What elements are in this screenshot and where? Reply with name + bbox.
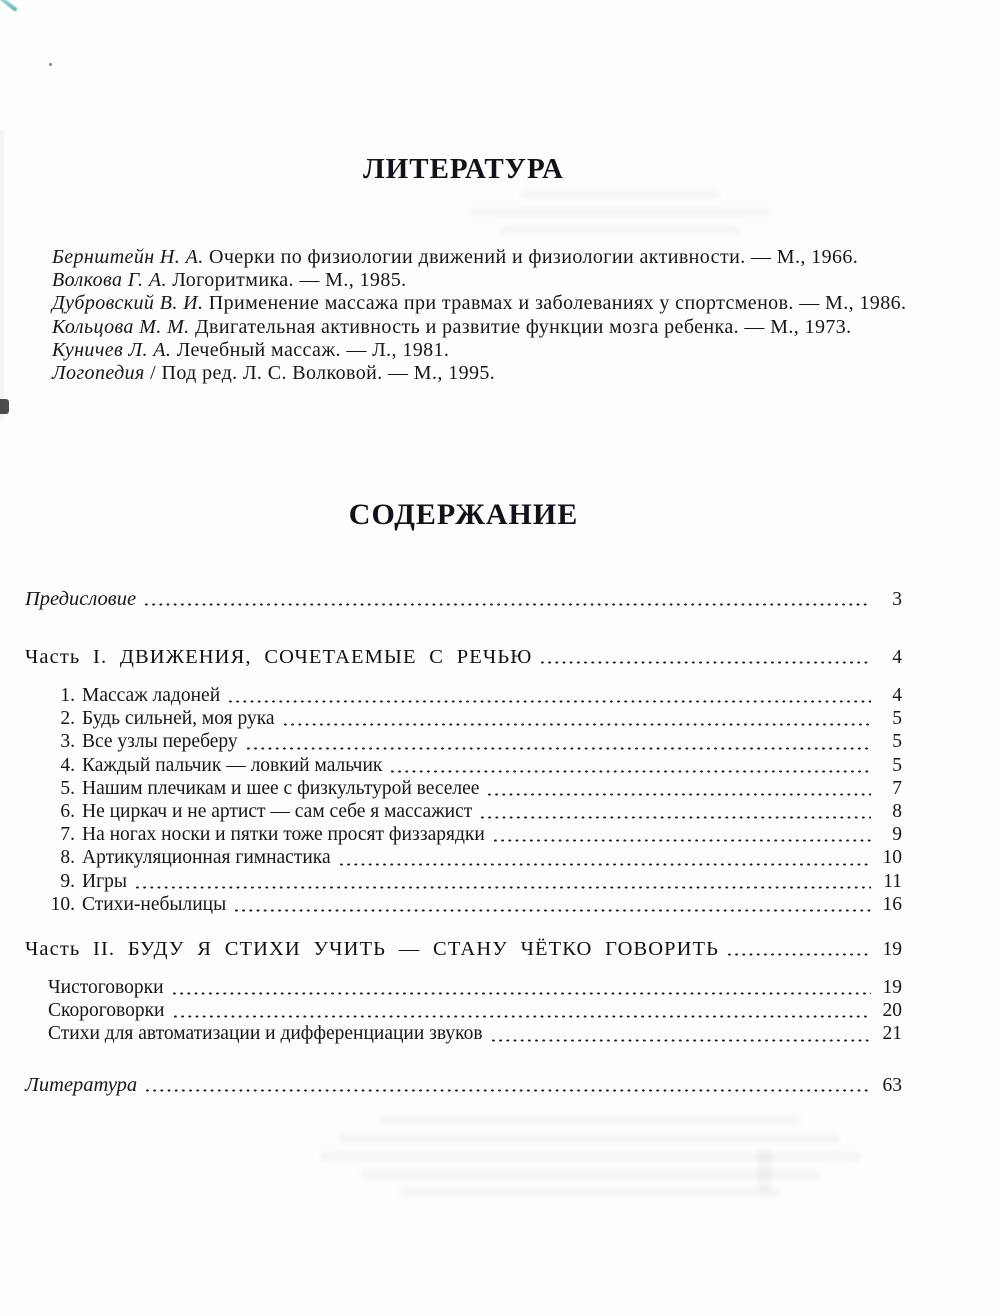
dot-leader <box>339 862 871 867</box>
toc-row <box>25 731 902 754</box>
toc-row <box>25 824 902 847</box>
toc-item-number: 5. <box>60 777 75 799</box>
toc-page-number: 20 <box>882 1000 902 1022</box>
dot-leader <box>145 1088 871 1093</box>
bibliography-entry <box>52 269 922 292</box>
toc-item-number: 8. <box>60 847 75 869</box>
toc-row <box>25 1000 902 1023</box>
dot-leader <box>390 769 871 774</box>
bibliography-author: Кольцова М. М. <box>52 315 190 338</box>
bibliography-text: Логоритмика. — М., 1985. <box>166 269 407 292</box>
literature-title: ЛИТЕРАТУРА <box>363 153 564 185</box>
toc-item-number: 10. <box>50 893 75 915</box>
dot-leader <box>487 792 871 797</box>
toc-row <box>25 977 902 1000</box>
scan-artifact-bleedthrough <box>470 208 770 216</box>
toc-page-number: 19 <box>882 939 902 961</box>
toc-page-number: 8 <box>892 801 902 823</box>
toc-entry-label: Предисловие <box>25 588 137 610</box>
dot-leader <box>228 699 871 704</box>
scan-artifact-corner-mark <box>0 0 18 12</box>
toc-row <box>25 708 902 731</box>
toc-item-number: 6. <box>60 801 75 823</box>
scan-artifact-speck <box>49 63 52 66</box>
toc-row <box>25 646 902 669</box>
toc-row <box>25 871 902 894</box>
toc-entry-label: Все узлы переберу <box>82 731 238 753</box>
bibliography-author: Дубровский В. И. <box>52 292 204 315</box>
toc-row <box>25 755 902 778</box>
bibliography-author: Логопедия <box>52 361 145 384</box>
toc-entry-label: Каждый пальчик — ловкий мальчик <box>82 754 383 776</box>
bibliography-author: Волкова Г. А. <box>52 269 167 292</box>
contents-title: СОДЕРЖАНИЕ <box>348 498 579 531</box>
bibliography-text: / Под ред. Л. С. Волковой. — М., 1995. <box>144 361 496 384</box>
bibliography-author: Куничев Л. А. <box>52 338 172 361</box>
toc-entry-label: Часть II. БУДУ Я СТИХИ УЧИТЬ — СТАНУ ЧЁТКО ГОВОРИТЬ <box>25 938 720 961</box>
toc-item-number: 9. <box>60 870 75 892</box>
bibliography-entry <box>52 292 922 315</box>
toc-entry-label: Скороговорки <box>48 1000 165 1022</box>
bibliography-text: Применение массажа при травмах и заболеваниях у спортсменов. — М., 1986. <box>203 292 907 315</box>
dot-leader <box>283 722 871 727</box>
toc-item-number: 2. <box>60 708 75 730</box>
toc-row <box>25 894 902 917</box>
toc-entry-label: Нашим плечикам и шее с физкультурой веселее <box>82 777 480 799</box>
toc-page-number: 4 <box>892 684 902 706</box>
toc-row <box>25 778 902 801</box>
toc-item-number: 4. <box>60 754 75 776</box>
toc-entry-label: Массаж ладоней <box>82 684 221 706</box>
toc-row <box>25 847 902 870</box>
scan-artifact-bleedthrough <box>360 1170 820 1179</box>
toc-entry-label: Часть I. ДВИЖЕНИЯ, СОЧЕТАЕМЫЕ С РЕЧЬЮ <box>25 646 533 669</box>
toc-page-number: 16 <box>882 893 902 915</box>
toc-entry-label: Литература <box>25 1073 138 1096</box>
toc-page-number: 5 <box>892 754 902 776</box>
toc-page-number: 63 <box>882 1074 902 1096</box>
toc-item-number: 7. <box>60 824 75 846</box>
dot-leader <box>246 746 871 751</box>
bibliography-text: Лечебный массаж. — Л., 1981. <box>171 338 450 361</box>
dot-leader <box>493 838 871 843</box>
bibliography-list <box>52 246 922 385</box>
toc-entry-label: Чистоговорки <box>48 976 164 998</box>
toc-row <box>25 801 902 824</box>
bibliography-entry <box>52 339 922 362</box>
dot-leader <box>135 885 871 890</box>
bibliography-entry <box>52 246 922 269</box>
toc-entry-label: Стихи-небылицы <box>82 893 227 915</box>
toc-page-number: 3 <box>892 589 902 610</box>
dot-leader <box>173 1014 872 1019</box>
toc-row <box>25 1074 902 1097</box>
scan-artifact-bleedthrough <box>380 1116 800 1125</box>
toc-entry-label: Будь сильней, моя рука <box>82 708 275 730</box>
dot-leader <box>480 815 871 820</box>
dot-leader <box>144 602 871 607</box>
toc-row <box>25 588 902 611</box>
toc-entry-label: Не циркач и не артист — сам себе я массажист <box>82 801 473 823</box>
toc-entry-label: Стихи для автоматизации и дифференциации звуков <box>48 1023 483 1045</box>
table-of-contents <box>25 588 902 1097</box>
scan-artifact-bleedthrough <box>340 1134 840 1143</box>
dot-leader <box>234 908 871 913</box>
toc-page-number: 5 <box>892 708 902 730</box>
scan-artifact-edge-blob <box>0 399 9 414</box>
dot-leader <box>491 1038 871 1043</box>
dot-leader <box>727 952 871 957</box>
scan-artifact-bleedthrough <box>500 226 740 234</box>
toc-item-number: 3. <box>60 731 75 753</box>
bibliography-entry <box>52 316 922 339</box>
toc-row <box>25 938 902 961</box>
toc-entry-label: Артикуляционная гимнастика <box>82 847 331 869</box>
toc-page-number: 11 <box>883 870 902 892</box>
toc-page-number: 9 <box>892 824 902 846</box>
toc-page-number: 4 <box>892 647 902 669</box>
toc-page-number: 10 <box>882 847 902 869</box>
scan-artifact-edge-smudge <box>0 130 3 420</box>
toc-page-number: 7 <box>892 777 902 799</box>
toc-row <box>25 1023 902 1046</box>
scan-artifact-bleedthrough <box>520 190 720 198</box>
scan-artifact-bleedthrough <box>320 1152 860 1161</box>
bibliography-author: Бернштейн Н. А. <box>52 246 204 268</box>
toc-page-number: 21 <box>882 1023 902 1045</box>
bibliography-entry <box>52 362 922 385</box>
bibliography-text: Очерки по физиологии движений и физиологии активности. — М., 1966. <box>203 246 859 268</box>
scan-artifact-bleedthrough <box>758 1150 772 1192</box>
dot-leader <box>172 991 871 996</box>
scan-artifact-bleedthrough <box>400 1188 780 1197</box>
toc-row <box>25 685 902 708</box>
toc-item-number: 1. <box>60 684 75 706</box>
toc-page-number: 19 <box>882 976 902 998</box>
dot-leader <box>540 660 871 665</box>
toc-entry-label: На ногах носки и пятки тоже просят физзарядки <box>82 824 485 846</box>
toc-page-number: 5 <box>892 731 902 753</box>
toc-entry-label: Игры <box>82 870 127 892</box>
bibliography-text: Двигательная активность и развитие функции мозга ребенка. — М., 1973. <box>189 315 852 338</box>
